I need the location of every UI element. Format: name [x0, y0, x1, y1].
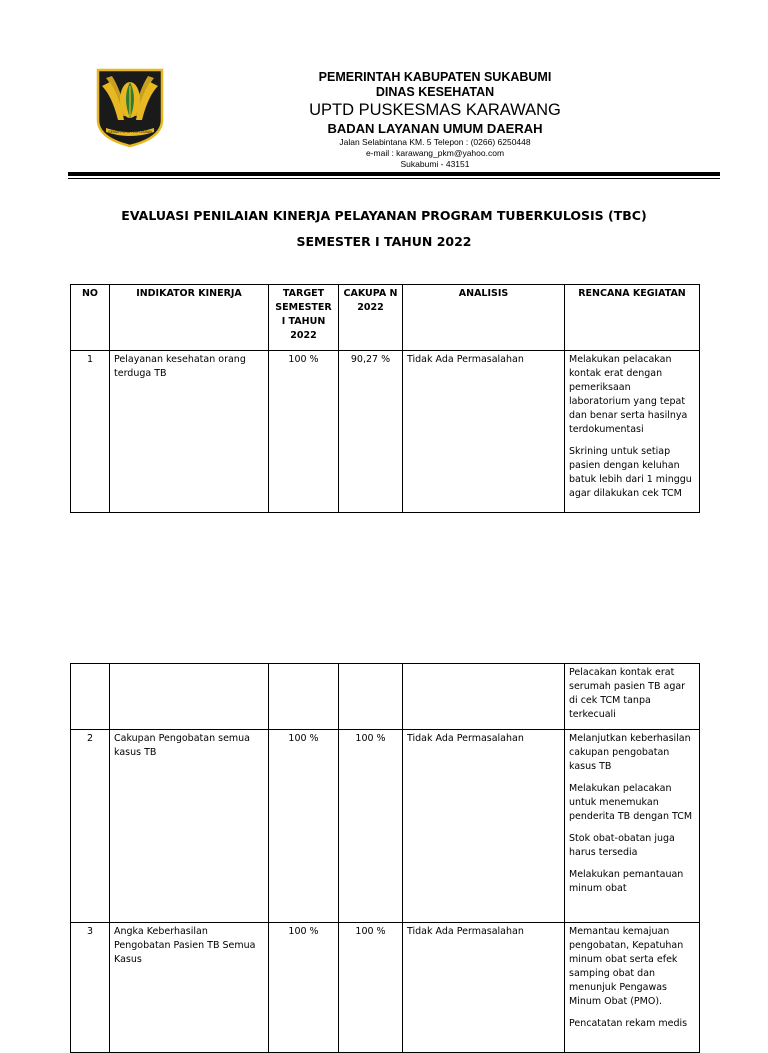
cell-no: 2: [71, 730, 110, 923]
kabupaten-sukabumi-logo: [96, 68, 164, 148]
table-row: [71, 351, 700, 513]
svg-text:GEMAH RIPAH LOH JINAWI: GEMAH RIPAH LOH JINAWI: [108, 130, 152, 134]
header-indikator: INDIKATOR KINERJA: [110, 285, 269, 351]
header-email: e-mail : karawang_pkm@yahoo.com: [365, 148, 505, 158]
cell-indikator: Pelayanan kesehatan orang terduga TB: [110, 351, 269, 513]
cell-analisis: Tidak Ada Permasalahan: [403, 923, 565, 1053]
header-no: NO: [71, 285, 110, 351]
document-subtitle: SEMESTER I TAHUN 2022: [296, 234, 472, 249]
header-rencana: RENCANA KEGIATAN: [565, 285, 700, 351]
cell-analisis: Tidak Ada Permasalahan: [403, 351, 565, 513]
rencana-item: Melakukan pelacakan kontak erat dengan pemeriksaan laboratorium yang tepat dan benar serta hasilnya terdokumentasi: [569, 354, 688, 435]
table-header-row: [71, 285, 700, 351]
letterhead-rule-thin: [68, 178, 720, 179]
evaluation-table: [70, 284, 700, 513]
cell-rencana: [565, 730, 700, 923]
cell-no: 3: [71, 923, 110, 1053]
header-department: DINAS KESEHATAN: [375, 85, 495, 99]
cell-target: 100 %: [269, 730, 339, 923]
header-cakupan: CAKUPA N 2022: [339, 285, 403, 351]
header-agency-type: BADAN LAYANAN UMUM DAERAH: [327, 121, 543, 136]
header-institution: UPTD PUSKESMAS KARAWANG: [309, 101, 561, 119]
cell-analisis: Tidak Ada Permasalahan: [403, 730, 565, 923]
cell-no: 1: [71, 351, 110, 513]
table-row: [71, 923, 700, 1053]
letterhead-rule-thick: [68, 172, 720, 176]
rencana-item: Melakukan pemantauan minum obat: [569, 869, 684, 894]
cell-cakupan: 90,27 %: [339, 351, 403, 513]
cell-target: 100 %: [269, 923, 339, 1053]
cell-target: [269, 664, 339, 730]
cell-rencana: [565, 351, 700, 513]
rencana-item: Melakukan pelacakan untuk menemukan penderita TB dengan TCM: [569, 783, 693, 822]
cell-target: 100 %: [269, 351, 339, 513]
document-title: EVALUASI PENILAIAN KINERJA PELAYANAN PROGRAM TUBERKULOSIS (TBC): [121, 208, 647, 223]
cell-no: [71, 664, 110, 730]
cell-cakupan: 100 %: [339, 923, 403, 1053]
header-target: TARGET SEMESTER I TAHUN 2022: [269, 285, 339, 351]
cell-cakupan: [339, 664, 403, 730]
rencana-item: Melanjutkan keberhasilan cakupan pengobatan kasus TB: [569, 733, 691, 772]
header-analisis: ANALISIS: [403, 285, 565, 351]
shield-emblem-icon: [96, 68, 164, 148]
rencana-item: Pencatatan rekam medis: [569, 1018, 688, 1029]
header-city: Sukabumi - 43151: [400, 159, 470, 169]
rencana-item: Pelacakan kontak erat serumah pasien TB agar di cek TCM tanpa terkecuali: [569, 667, 686, 720]
cell-indikator: [110, 664, 269, 730]
rencana-item: Stok obat-obatan juga harus tersedia: [569, 833, 675, 858]
cell-analisis: [403, 664, 565, 730]
header-address: Jalan Selabintana KM. 5 Telepon : (0266) 6250448: [339, 137, 531, 147]
cell-rencana: [565, 923, 700, 1053]
table-row: [71, 664, 700, 730]
evaluation-table-continued: [70, 663, 700, 1053]
header-government: PEMERINTAH KABUPATEN SUKABUMI: [318, 70, 552, 84]
rencana-item: Skrining untuk setiap pasien dengan keluhan batuk lebih dari 1 minggu agar dilakukan cek TCM: [569, 446, 692, 499]
table-row: [71, 730, 700, 923]
cell-cakupan: 100 %: [339, 730, 403, 923]
cell-indikator: Cakupan Pengobatan semua kasus TB: [110, 730, 269, 923]
rencana-item: Memantau kemajuan pengobatan, Kepatuhan minum obat serta efek samping obat dan menunjuk Pengawas Minum Obat (PMO).: [569, 926, 684, 1007]
cell-indikator: Angka Keberhasilan Pengobatan Pasien TB Semua Kasus: [110, 923, 269, 1053]
cell-rencana: [565, 664, 700, 730]
